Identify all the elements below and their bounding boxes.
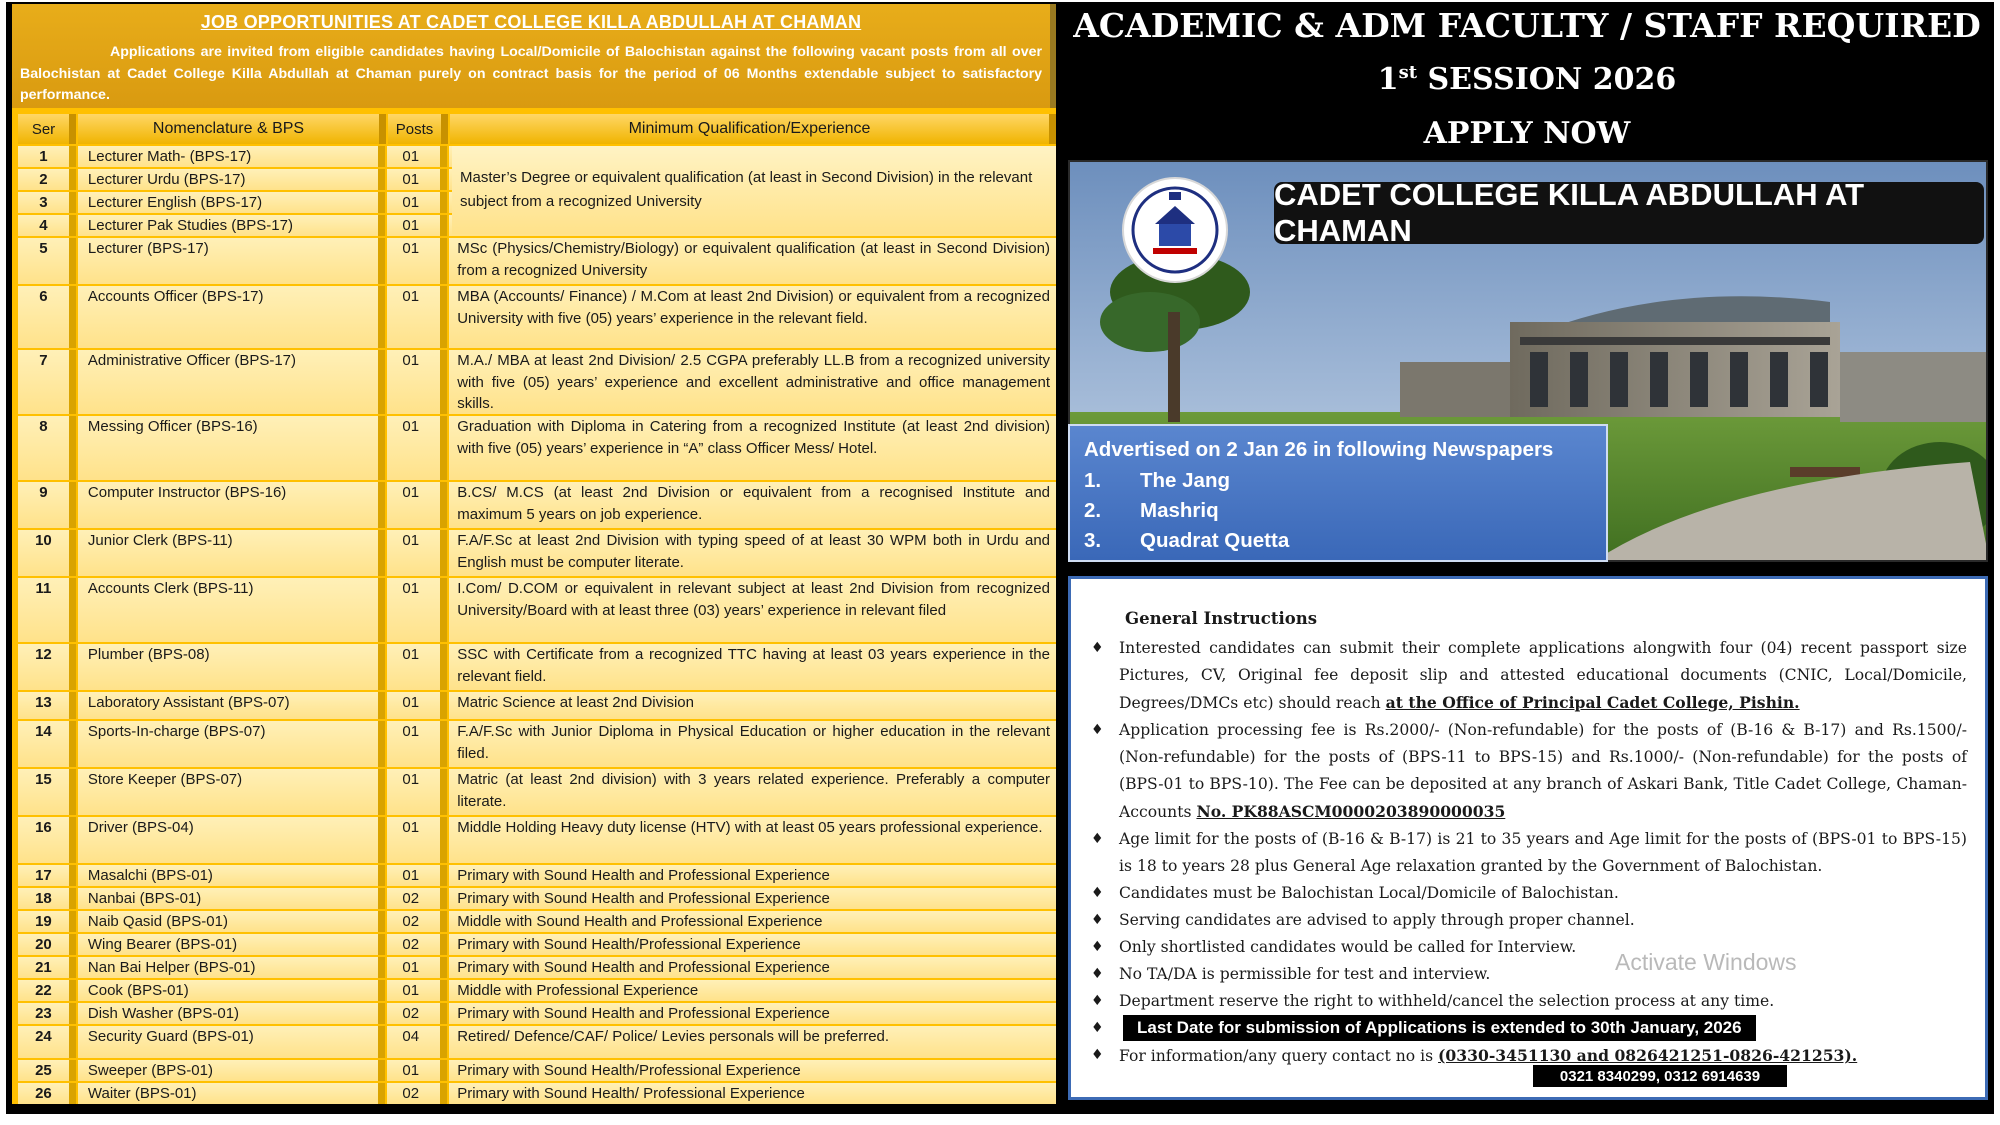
post-name-cell: Lecturer (BPS-17) bbox=[78, 238, 385, 284]
post-name-cell: Laboratory Assistant (BPS-07) bbox=[78, 692, 385, 719]
activate-windows-watermark: Activate Windows bbox=[1615, 949, 1797, 975]
deadline-banner: Last Date for submission of Applications is extended to 30th January, 2026 bbox=[1123, 1015, 1756, 1041]
qualification-cell: M.A./ MBA at least 2nd Division/ 2.5 CGPA preferably LL.B from a recognized university with five (05) years’ experience and excellent administrative and office management skills. bbox=[449, 350, 1056, 414]
instruction-item: ♦ Serving candidates are advised to apply through proper channel. bbox=[1091, 907, 1967, 934]
qualification-cell: Middle with Professional Experience bbox=[449, 980, 1056, 1001]
qualification-cell: B.CS/ M.CS (at least 2nd Division or equivalent from a recognised Institute and maximum 5 years on job experience. bbox=[449, 482, 1056, 528]
column-header-posts: Posts bbox=[388, 114, 448, 144]
instructions-title: General Instructions bbox=[1125, 609, 1318, 628]
qualification-cell: SSC with Certificate from a recognized TTC having at least 03 years experience in the relevant field. bbox=[449, 644, 1056, 690]
serial-cell: 1 bbox=[18, 146, 76, 167]
instruction-item: ♦ For information/any query contact no is (0330-3451130 and 0826421251-0826-421253). bbox=[1091, 1042, 1967, 1070]
serial-cell: 5 bbox=[18, 238, 76, 284]
serial-cell: 20 bbox=[18, 934, 76, 955]
posts-count-cell: 01 bbox=[387, 192, 447, 213]
college-name-banner: CADET COLLEGE KILLA ABDULLAH AT CHAMAN bbox=[1274, 182, 1984, 244]
vacancy-header bbox=[12, 4, 1056, 108]
posts-count-cell: 01 bbox=[387, 286, 447, 348]
serial-cell: 23 bbox=[18, 1003, 76, 1024]
posts-count-cell: 02 bbox=[387, 911, 447, 932]
column-header-qualification: Minimum Qualification/Experience bbox=[450, 114, 1056, 144]
posts-count-cell: 01 bbox=[387, 1060, 447, 1081]
vacancy-rows bbox=[18, 146, 1056, 1104]
posts-count-cell: 01 bbox=[387, 530, 447, 576]
post-name-cell: Driver (BPS-04) bbox=[78, 817, 385, 863]
serial-cell: 21 bbox=[18, 957, 76, 978]
serial-cell: 24 bbox=[18, 1026, 76, 1058]
instruction-item: ♦ Only shortlisted candidates would be called for Interview. bbox=[1091, 934, 1967, 961]
posts-count-cell: 01 bbox=[387, 644, 447, 690]
apply-now-heading: APPLY NOW bbox=[1423, 116, 1631, 151]
serial-cell: 8 bbox=[18, 416, 76, 480]
table-row bbox=[18, 980, 1056, 1001]
qualification-cell: MSc (Physics/Chemistry/Biology) or equivalent qualification (at least in Second Division) from a recognized University bbox=[449, 238, 1056, 284]
serial-cell: 22 bbox=[18, 980, 76, 1001]
main-heading: ACADEMIC & ADM FACULTY / STAFF REQUIRED bbox=[1073, 6, 1981, 45]
post-name-cell: Wing Bearer (BPS-01) bbox=[78, 934, 385, 955]
posts-count-cell: 01 bbox=[387, 578, 447, 642]
instruction-item: ♦ Application processing fee is Rs.2000/- (Non-refundable) for the posts of (B-16 & B-17) and Rs.1500/- (Non-refundable) for the posts of (BPS-11 to BPS-15) and Rs.1000/- (Non-refundable) for the posts of (BPS-01 to BPS-10). The Fee can be deposited at any branch of Askari Bank, Title Cadet College, Chaman- Accounts No. PK88ASCM0000203890000035 bbox=[1091, 717, 1967, 826]
post-name-cell: Accounts Officer (BPS-17) bbox=[78, 286, 385, 348]
diamond-bullet-icon: ♦ bbox=[1091, 640, 1104, 656]
post-name-cell: Accounts Clerk (BPS-11) bbox=[78, 578, 385, 642]
instruction-item: ♦ Candidates must be Balochistan Local/Domicile of Balochistan. bbox=[1091, 880, 1967, 907]
posts-count-cell: 01 bbox=[387, 146, 447, 167]
table-row bbox=[18, 530, 1056, 576]
serial-cell: 11 bbox=[18, 578, 76, 642]
qualification-cell: Middle Holding Heavy duty license (HTV) with at least 05 years professional experience. bbox=[449, 817, 1056, 863]
instruction-item: ♦ Age limit for the posts of (B-16 & B-17) is 21 to 35 years and Age limit for the posts of (BPS-01 to BPS-15) is 18 to years 28 plus General Age relaxation granted by the Government of Balochistan. bbox=[1091, 826, 1967, 880]
post-name-cell: Messing Officer (BPS-16) bbox=[78, 416, 385, 480]
table-row bbox=[18, 769, 1056, 815]
serial-cell: 2 bbox=[18, 169, 76, 190]
posts-count-cell: 02 bbox=[387, 1083, 447, 1104]
newspapers-box bbox=[1068, 424, 1608, 562]
serial-cell: 6 bbox=[18, 286, 76, 348]
table-row bbox=[18, 286, 1056, 348]
post-name-cell: Lecturer Pak Studies (BPS-17) bbox=[78, 215, 385, 236]
table-row bbox=[18, 416, 1056, 480]
serial-cell: 13 bbox=[18, 692, 76, 719]
serial-cell: 26 bbox=[18, 1083, 76, 1104]
qualification-cell: Primary with Sound Health and Professional Experience bbox=[449, 957, 1056, 978]
table-row bbox=[18, 1026, 1056, 1058]
qualification-cell: Primary with Sound Health/Professional Experience bbox=[449, 1060, 1056, 1081]
serial-cell: 3 bbox=[18, 192, 76, 213]
diamond-bullet-icon: ♦ bbox=[1091, 722, 1104, 738]
qualification-cell: I.Com/ D.COM or equivalent in relevant subject at least 2nd Division from recognized University/Board with at least three (03) years’ experience in relevant filed bbox=[449, 578, 1056, 642]
posts-count-cell: 01 bbox=[387, 769, 447, 815]
table-row bbox=[18, 721, 1056, 767]
serial-cell: 14 bbox=[18, 721, 76, 767]
serial-cell: 17 bbox=[18, 865, 76, 886]
serial-cell: 7 bbox=[18, 350, 76, 414]
post-name-cell: Computer Instructor (BPS-16) bbox=[78, 482, 385, 528]
table-row bbox=[18, 911, 1056, 932]
newspapers-title: Advertised on 2 Jan 26 in following Newspapers bbox=[1084, 438, 1554, 461]
posts-count-cell: 01 bbox=[387, 215, 447, 236]
diamond-bullet-icon: ♦ bbox=[1091, 1047, 1104, 1063]
table-row bbox=[18, 482, 1056, 528]
post-name-cell: Nanbai (BPS-01) bbox=[78, 888, 385, 909]
qualification-cell: F.A/F.Sc at least 2nd Division with typing speed of at least 30 WPM both in Urdu and English must be computer literate. bbox=[449, 530, 1056, 576]
serial-cell: 4 bbox=[18, 215, 76, 236]
post-name-cell: Naib Qasid (BPS-01) bbox=[78, 911, 385, 932]
diamond-bullet-icon: ♦ bbox=[1091, 966, 1104, 982]
post-name-cell: Nan Bai Helper (BPS-01) bbox=[78, 957, 385, 978]
qualification-cell: Primary with Sound Health and Professional Experience bbox=[449, 1003, 1056, 1024]
table-row bbox=[18, 1083, 1056, 1104]
posts-count-cell: 01 bbox=[387, 238, 447, 284]
qualification-cell: Primary with Sound Health and Professional Experience bbox=[449, 888, 1056, 909]
serial-cell: 9 bbox=[18, 482, 76, 528]
qualification-cell: Primary with Sound Health and Professional Experience bbox=[449, 865, 1056, 886]
table-row bbox=[18, 817, 1056, 863]
serial-cell: 16 bbox=[18, 817, 76, 863]
qualification-cell: Graduation with Diploma in Catering from a recognized Institute (at least 2nd division) with five (05) years’ experience in “A” class Officer Mess/ Hotel. bbox=[449, 416, 1056, 480]
table-row bbox=[18, 934, 1056, 955]
posts-count-cell: 01 bbox=[387, 817, 447, 863]
table-row bbox=[18, 1003, 1056, 1024]
table-row bbox=[18, 238, 1056, 284]
posts-count-cell: 01 bbox=[387, 865, 447, 886]
serial-cell: 12 bbox=[18, 644, 76, 690]
newspaper-item: 2. Mashriq bbox=[1084, 499, 1219, 522]
post-name-cell: Sweeper (BPS-01) bbox=[78, 1060, 385, 1081]
posts-count-cell: 01 bbox=[387, 416, 447, 480]
table-row bbox=[18, 692, 1056, 719]
table-row bbox=[18, 865, 1056, 886]
post-name-cell: Lecturer Urdu (BPS-17) bbox=[78, 169, 385, 190]
session-heading: 1st SESSION 2026 bbox=[1377, 62, 1677, 97]
qualification-cell: Primary with Sound Health/Professional Experience bbox=[449, 934, 1056, 955]
table-row bbox=[18, 350, 1056, 414]
posts-count-cell: 01 bbox=[387, 482, 447, 528]
qualification-cell: F.A/F.Sc with Junior Diploma in Physical Education or higher education in the relevant filed. bbox=[449, 721, 1056, 767]
diamond-bullet-icon: ♦ bbox=[1091, 831, 1104, 847]
post-name-cell: Store Keeper (BPS-07) bbox=[78, 769, 385, 815]
posts-count-cell: 02 bbox=[387, 888, 447, 909]
posts-count-cell: 02 bbox=[387, 1003, 447, 1024]
table-row bbox=[18, 888, 1056, 909]
diamond-bullet-icon: ♦ bbox=[1091, 993, 1104, 1009]
posts-count-cell: 04 bbox=[387, 1026, 447, 1058]
post-name-cell: Administrative Officer (BPS-17) bbox=[78, 350, 385, 414]
instruction-item: ♦ Interested candidates can submit their complete applications alongwith four (04) recent passport size Pictures, CV, Original fee deposit slip and attested educational documents (CNIC, Local/Domicile, Degrees/DMCs etc) should reach at the Office of Principal Cadet College, Pishin. bbox=[1091, 635, 1967, 717]
qualification-cell: Retired/ Defence/CAF/ Police/ Levies personals will be preferred. bbox=[449, 1026, 1056, 1058]
lecturer-qualification-cell: Master’s Degree or equivalent qualification (at least in Second Division) in the relevant subject from a recognized University bbox=[452, 146, 1056, 234]
column-header-ser: Ser bbox=[18, 114, 76, 144]
college-logo bbox=[1113, 176, 1241, 284]
posts-count-cell: 01 bbox=[387, 721, 447, 767]
qualification-cell: Primary with Sound Health/ Professional Experience bbox=[449, 1083, 1056, 1104]
table-row bbox=[18, 578, 1056, 642]
post-name-cell: Lecturer English (BPS-17) bbox=[78, 192, 385, 213]
posts-count-cell: 01 bbox=[387, 980, 447, 1001]
vacancy-title: JOB OPPORTUNITIES AT CADET COLLEGE KILLA ABDULLAH AT CHAMAN bbox=[200, 12, 862, 32]
post-name-cell: Junior Clerk (BPS-11) bbox=[78, 530, 385, 576]
contact-phones: 0321 8340299, 0312 6914639 bbox=[1533, 1065, 1787, 1087]
serial-cell: 15 bbox=[18, 769, 76, 815]
table-row bbox=[18, 957, 1056, 978]
posts-count-cell: 02 bbox=[387, 934, 447, 955]
newspaper-item: 3. Quadrat Quetta bbox=[1084, 529, 1290, 552]
instruction-item: ♦ Department reserve the right to withheld/cancel the selection process at any time. bbox=[1091, 988, 1967, 1015]
diamond-bullet-icon: ♦ bbox=[1091, 939, 1104, 955]
table-row bbox=[18, 644, 1056, 690]
vacancy-table-panel bbox=[12, 4, 1056, 1104]
post-name-cell: Dish Washer (BPS-01) bbox=[78, 1003, 385, 1024]
post-name-cell: Sports-In-charge (BPS-07) bbox=[78, 721, 385, 767]
qualification-cell: Middle with Sound Health and Professional Experience bbox=[449, 911, 1056, 932]
diamond-bullet-icon: ♦ bbox=[1091, 1020, 1104, 1036]
qualification-cell: Matric Science at least 2nd Division bbox=[449, 692, 1056, 719]
post-name-cell: Lecturer Math- (BPS-17) bbox=[78, 146, 385, 167]
posts-count-cell: 01 bbox=[387, 350, 447, 414]
post-name-cell: Security Guard (BPS-01) bbox=[78, 1026, 385, 1058]
table-row bbox=[18, 1060, 1056, 1081]
posts-count-cell: 01 bbox=[387, 957, 447, 978]
post-name-cell: Plumber (BPS-08) bbox=[78, 644, 385, 690]
vacancy-intro: Applications are invited from eligible candidates having Local/Domicile of Balochistan against the following vacant posts from all over Balochistan at Cadet College Killa Abdullah at Chaman purely on contract basis for the period of 06 Months extendable subject to satisfactory performance. bbox=[20, 44, 1042, 103]
qualification-cell: MBA (Accounts/ Finance) / M.Com at least 2nd Division) or equivalent from a recognized University with five (05) years’ experience in the relevant field. bbox=[449, 286, 1056, 348]
serial-cell: 25 bbox=[18, 1060, 76, 1081]
instruction-item: ♦ No TA/DA is permissible for test and interview. bbox=[1091, 961, 1967, 988]
instruction-list bbox=[1091, 635, 1967, 1070]
post-name-cell: Masalchi (BPS-01) bbox=[78, 865, 385, 886]
serial-cell: 10 bbox=[18, 530, 76, 576]
serial-cell: 19 bbox=[18, 911, 76, 932]
column-header-nomenclature: Nomenclature & BPS bbox=[78, 114, 386, 144]
instruction-item bbox=[1091, 1015, 1967, 1042]
general-instructions-box bbox=[1068, 576, 1988, 1100]
serial-cell: 18 bbox=[18, 888, 76, 909]
post-name-cell: Waiter (BPS-01) bbox=[78, 1083, 385, 1104]
diamond-bullet-icon: ♦ bbox=[1091, 912, 1104, 928]
qualification-cell: Matric (at least 2nd division) with 3 years related experience. Preferably a computer literate. bbox=[449, 769, 1056, 815]
post-name-cell: Cook (BPS-01) bbox=[78, 980, 385, 1001]
diamond-bullet-icon: ♦ bbox=[1091, 885, 1104, 901]
posts-count-cell: 01 bbox=[387, 169, 447, 190]
posts-count-cell: 01 bbox=[387, 692, 447, 719]
newspaper-item: 1. The Jang bbox=[1084, 469, 1230, 492]
